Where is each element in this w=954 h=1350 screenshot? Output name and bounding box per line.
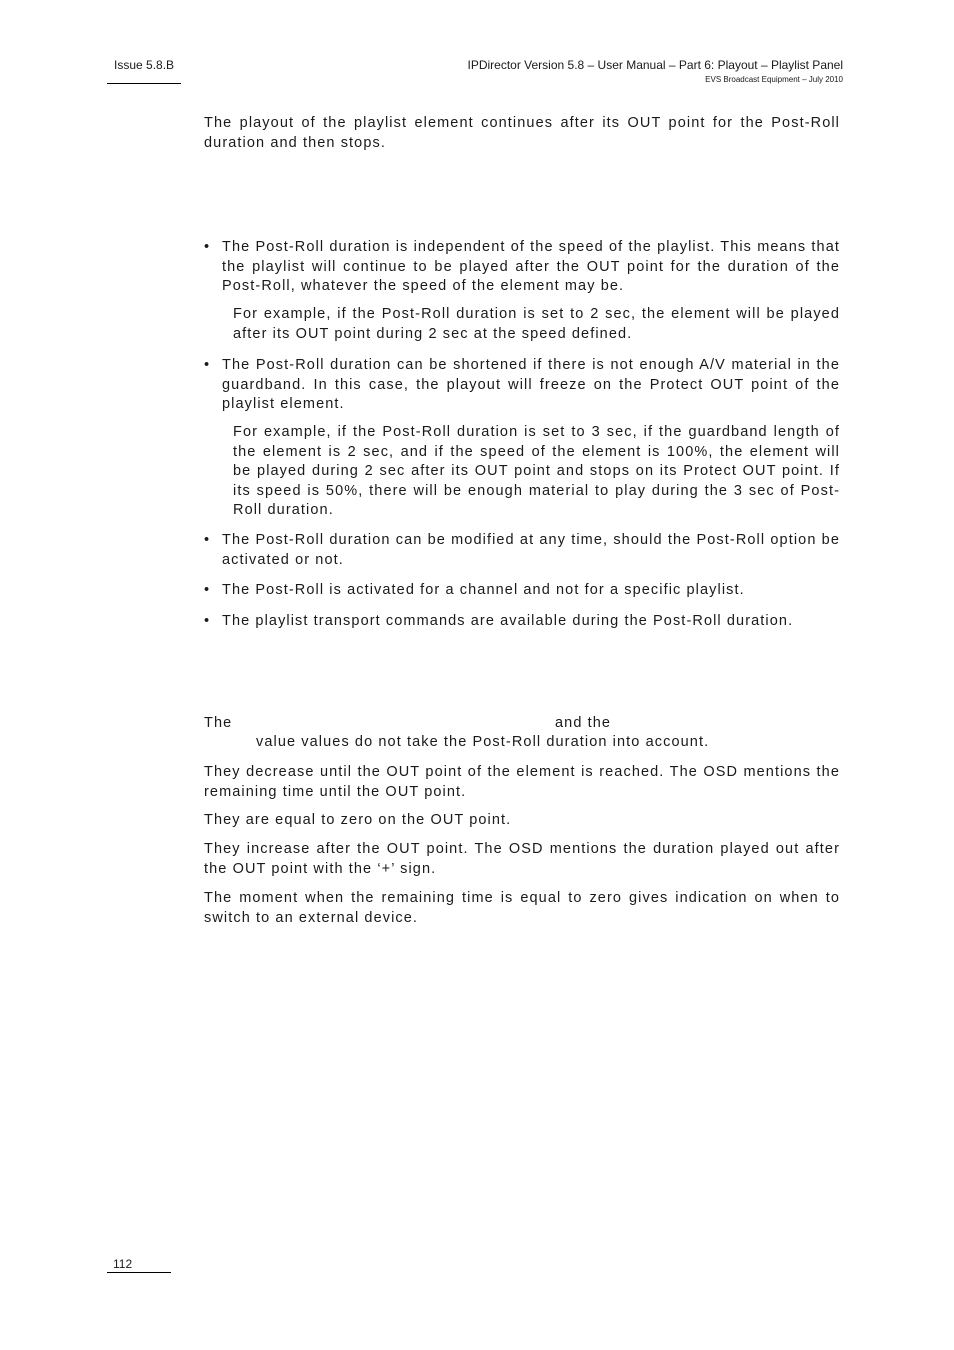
header-title-block (467, 58, 843, 84)
bullet-1 (204, 238, 840, 297)
bullet-text: The Post-Roll is activated for a channel and not for a specific playlist. (222, 582, 745, 598)
section2-and-the: and the (555, 715, 612, 731)
bullet-dot: • (204, 582, 211, 598)
bullet-dot: • (204, 613, 211, 629)
page-number: 112 (113, 1257, 133, 1271)
bullet-1-example: For example, if the Post-Roll duration is set to 2 sec, the element will be played after its OUT point during 2 sec at the speed defined. (233, 306, 840, 342)
section2-paragraph-2: They are equal to zero on the OUT point. (204, 812, 512, 828)
bullet-dot: • (204, 357, 211, 373)
bullet-5 (204, 612, 840, 632)
section2-the: The (204, 715, 233, 731)
bullet-text: The Post-Roll duration can be modified at any time, should the Post-Roll option be activated or not. (222, 532, 840, 568)
intro-paragraph: The playout of the playlist element continues after its OUT point for the Post-Roll duration and then stops. (204, 115, 840, 151)
bullet-2-example: For example, if the Post-Roll duration is set to 3 sec, if the guardband length of the element is 2 sec, and if the speed of the element is 100%, the element will be played during 2 sec after its OUT point and stops on its Protect OUT point. If its speed is 50%, there will be enough material to play during the 3 sec of Post-Roll duration. (233, 424, 840, 518)
header-rule (107, 83, 181, 84)
header-issue: Issue 5.8.B (114, 58, 175, 72)
bullet-dot: • (204, 239, 211, 255)
section2-paragraph-3: They increase after the OUT point. The OSD mentions the duration played out after the OUT point with the ‘+’ sign. (204, 841, 840, 877)
bullet-2 (204, 356, 840, 415)
footer-rule (107, 1272, 171, 1273)
bullet-dot: • (204, 532, 211, 548)
bullet-4 (204, 581, 840, 601)
header-title: IPDirector Version 5.8 – User Manual – Part 6: Playout – Playlist Panel (467, 58, 843, 72)
section2-paragraph-4: The moment when the remaining time is equal to zero gives indication on when to switch to an external device. (204, 890, 840, 926)
bullet-text: The playlist transport commands are available during the Post-Roll duration. (222, 613, 794, 629)
header-subtitle: EVS Broadcast Equipment – July 2010 (705, 75, 843, 84)
section2-paragraph-1: They decrease until the OUT point of the element is reached. The OSD mentions the remaining time until the OUT point. (204, 764, 840, 800)
bullet-text: The Post-Roll duration is independent of the speed of the playlist. This means that the playlist will continue to be played after the OUT point for the duration of the Post-Roll, whatever the speed of the element may be. (222, 239, 840, 294)
section2-value-line: value values do not take the Post-Roll duration into account. (256, 734, 710, 750)
bullet-3 (204, 531, 840, 570)
bullet-text: The Post-Roll duration can be shortened if there is not enough A/V material in the guardband. In this case, the playout will freeze on the Protect OUT point of the playlist element. (222, 357, 840, 412)
